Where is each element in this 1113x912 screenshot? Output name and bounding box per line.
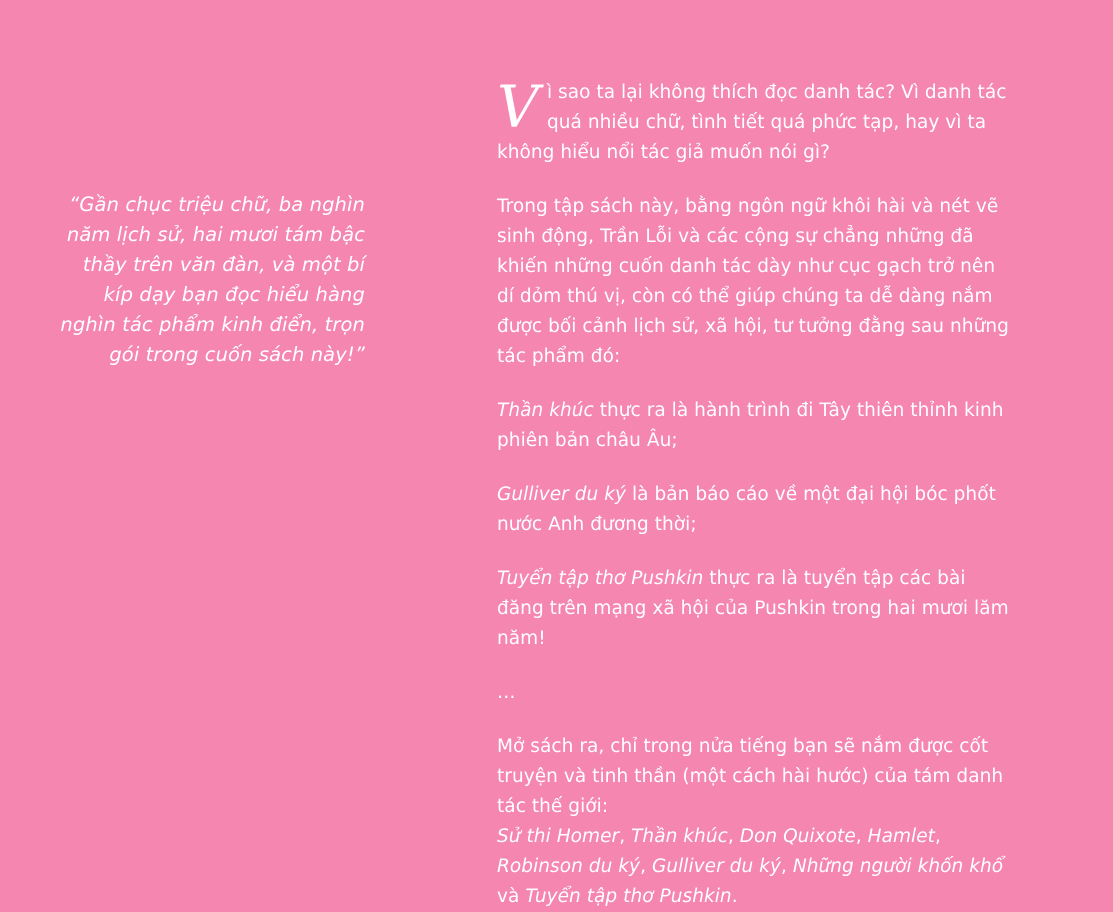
- work-title-don-quixote: Don Quixote: [739, 826, 856, 847]
- body-column: [497, 73, 1012, 912]
- pull-quote-text: “Gần chục triệu chữ, ba nghìn năm lịch sử, hai mươi tám bậc thầy trên văn đàn, và một bí kíp dạy bạn đọc hiểu hàng nghìn tác phẩm kinh điển, trọn gói trong cuốn sách này!”: [60, 193, 365, 366]
- paragraph-than-khuc: [497, 396, 1012, 456]
- paragraph-intro: [497, 73, 1012, 168]
- work-sep-3: ,: [855, 826, 868, 847]
- work-conjunction: và: [497, 886, 526, 907]
- work-title-hamlet: Hamlet: [867, 826, 935, 847]
- paragraph-than-khuc-text: thực ra là hành trình đi Tây thiên thỉnh kinh phiên bản châu Âu;: [497, 400, 1004, 451]
- paragraph-ellipsis: …: [497, 682, 516, 703]
- drop-cap-letter: V: [497, 73, 539, 141]
- work-end-period: .: [731, 886, 738, 907]
- work-title-gulliver: Gulliver du ký: [497, 484, 627, 505]
- work-title-nhung-nguoi-khon-kho: Những người khốn khổ: [792, 856, 1004, 877]
- work-sep-5: ,: [640, 856, 652, 877]
- work-sep-6: ,: [780, 856, 793, 877]
- paragraph-overview: Trong tập sách này, bằng ngôn ngữ khôi hài và nét vẽ sinh động, Trần Lỗi và các cộng sự chẳng những đã khiến những cuốn danh tác dày như cục gạch trở nên dí dỏm thú vị, còn có thể giúp chúng ta dễ dàng nắm được bối cảnh lịch sử, xã hội, tư tưởng đằng sau những tác phẩm đó:: [497, 196, 1009, 367]
- work-sep-1: ,: [619, 826, 632, 847]
- pull-quote: [60, 190, 365, 370]
- paragraph-intro-text: ì sao ta lại không thích đọc danh tác? Vì danh tác quá nhiều chữ, tình tiết quá phức tạp, hay vì ta không hiểu nổi tác giả muốn nói gì?: [497, 82, 1007, 163]
- paragraph-closing: [497, 732, 1012, 912]
- work-title-pushkin-list: Tuyển tập thơ Pushkin: [525, 886, 732, 907]
- work-title-than-khuc-list: Thần khúc: [631, 826, 728, 847]
- work-sep-2: ,: [727, 826, 740, 847]
- work-title-than-khuc: Thần khúc: [497, 400, 594, 421]
- work-title-gulliver-list: Gulliver du ký: [651, 856, 781, 877]
- work-title-pushkin: Tuyển tập thơ Pushkin: [497, 568, 704, 589]
- work-title-robinson: Robinson du ký: [497, 856, 641, 877]
- work-title-su-thi-homer: Sử thi Homer: [497, 826, 620, 847]
- paragraph-gulliver-text: là bản báo cáo về một đại hội bóc phốt nước Anh đương thời;: [497, 484, 996, 535]
- paragraph-gulliver: [497, 480, 1012, 540]
- work-sep-4: ,: [935, 826, 941, 847]
- paragraph-pushkin-text: thực ra là tuyển tập các bài đăng trên mạng xã hội của Pushkin trong hai mươi lăm năm!: [497, 568, 1009, 649]
- paragraph-closing-text: Mở sách ra, chỉ trong nửa tiếng bạn sẽ nắm được cốt truyện và tinh thần (một cách hài hước) của tám danh tác thế giới:: [497, 736, 1004, 817]
- paragraph-pushkin: [497, 564, 1012, 654]
